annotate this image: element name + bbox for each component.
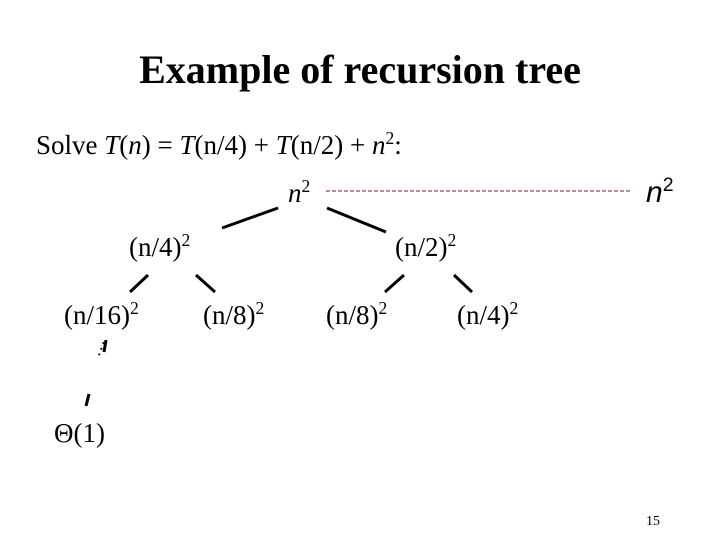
node-exponent: 2 bbox=[509, 298, 519, 318]
tree-node-l2-4 bbox=[457, 300, 518, 331]
tree-node-l1-left bbox=[129, 232, 190, 263]
tree-node-l2-3 bbox=[326, 300, 387, 331]
level-sum-base: n bbox=[646, 176, 663, 209]
edge-l1b-right bbox=[454, 275, 472, 292]
node-exponent: 2 bbox=[447, 230, 457, 250]
term1-arg: (n/4) bbox=[194, 130, 248, 160]
slide-title: Example of recursion tree bbox=[139, 47, 581, 92]
lhs-function: T bbox=[104, 130, 120, 160]
node-base: (n/4) bbox=[457, 300, 510, 330]
node-exponent: 2 bbox=[181, 230, 191, 250]
node-exponent: 2 bbox=[129, 298, 139, 318]
tree-node-l1-right bbox=[395, 232, 456, 263]
edge-l1b-left bbox=[385, 275, 404, 292]
square-exponent: 2 bbox=[385, 128, 395, 148]
term1-function: T bbox=[179, 130, 195, 160]
slide-number: 15 bbox=[646, 514, 660, 529]
term2-function: T bbox=[275, 130, 291, 160]
edge-root-left bbox=[222, 208, 278, 228]
square-base: n bbox=[372, 130, 386, 160]
root-base: n bbox=[288, 178, 302, 208]
tree-node-l2-2 bbox=[203, 300, 264, 331]
lhs-var: n bbox=[128, 130, 142, 160]
lhs-close: ) = bbox=[141, 130, 180, 160]
edge-leaf-lower bbox=[86, 394, 89, 406]
node-base: (n/8) bbox=[203, 300, 256, 330]
node-exponent: 2 bbox=[378, 298, 388, 318]
edge-l1a-right bbox=[196, 275, 215, 292]
node-base: (n/8) bbox=[326, 300, 379, 330]
level-sum bbox=[646, 176, 674, 210]
colon: : bbox=[394, 130, 402, 160]
edge-root-right bbox=[327, 208, 386, 232]
node-base: (n/16) bbox=[64, 300, 130, 330]
lhs-open: ( bbox=[119, 130, 129, 160]
solve-word: Solve bbox=[36, 130, 105, 160]
plus-1: + bbox=[247, 130, 276, 160]
node-exponent: 2 bbox=[255, 298, 265, 318]
tree-root bbox=[288, 178, 310, 209]
tree-node-l2-1 bbox=[64, 300, 139, 331]
plus-2: + bbox=[343, 130, 373, 160]
node-base: (n/2) bbox=[395, 232, 448, 262]
tree-ellipsis: … bbox=[84, 335, 109, 359]
tree-leaf: Θ(1) bbox=[54, 418, 105, 448]
edge-l1a-left bbox=[130, 275, 148, 292]
root-exponent: 2 bbox=[301, 176, 311, 196]
level-sum-exponent: 2 bbox=[662, 174, 674, 196]
term2-arg: (n/2) bbox=[290, 130, 344, 160]
node-base: (n/4) bbox=[129, 232, 182, 262]
